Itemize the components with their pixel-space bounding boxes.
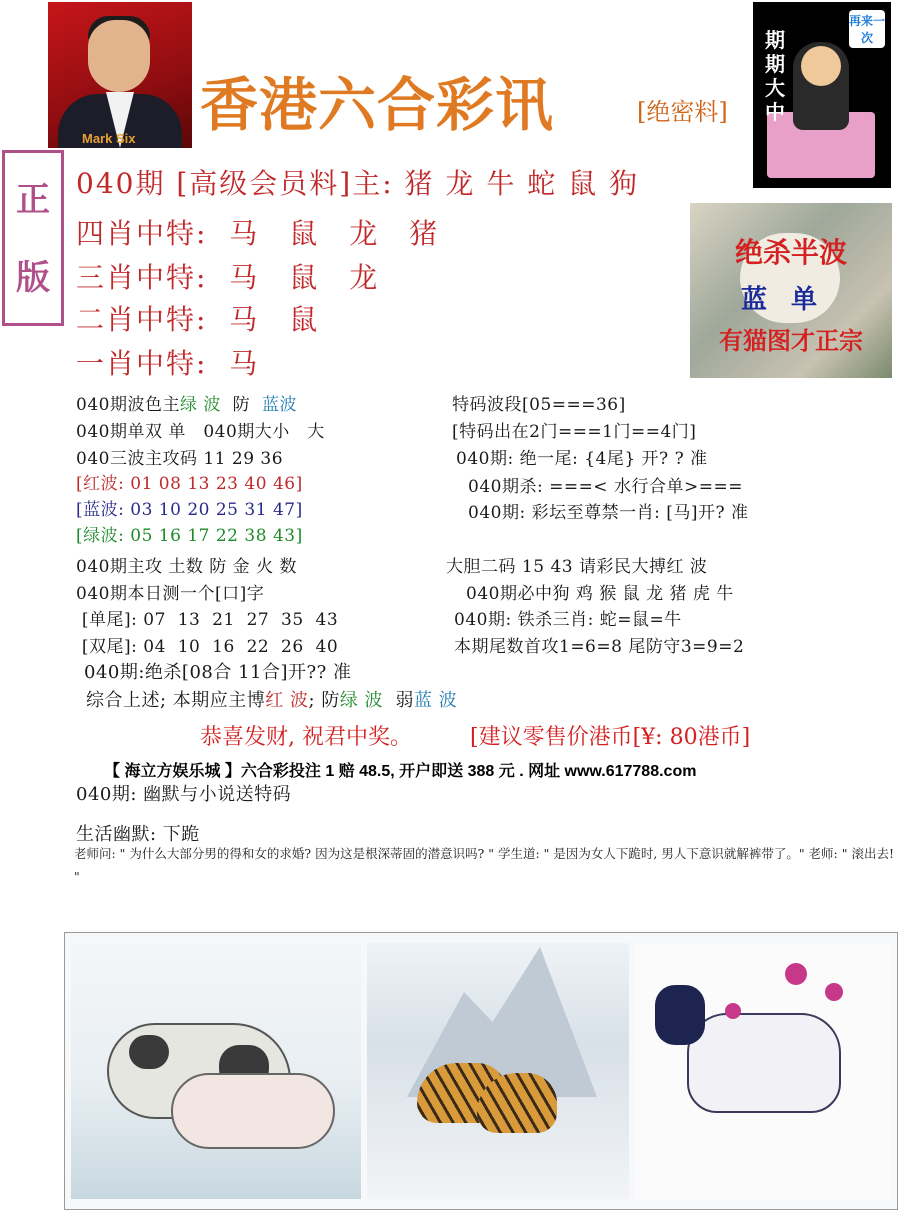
wave-def: 蓝波 <box>261 395 297 415</box>
congrats-text: 恭喜发财, 祝君中奖。 <box>200 725 412 750</box>
page-title: 香港六合彩讯 <box>200 71 555 139</box>
cat-line3: 有猫图才正宗 <box>719 326 863 355</box>
cat-picture-box <box>690 203 892 378</box>
wave-mid: 防 <box>220 395 262 415</box>
four-label: 四肖中特: <box>76 217 208 250</box>
wave-pre: 040期波色主 <box>76 395 180 415</box>
summary-def: 绿 波 <box>339 690 384 711</box>
summary-main: 红 波 <box>265 690 309 711</box>
attack-line: 040三波主攻码 11 29 36 <box>76 449 284 469</box>
char-test-line: 040期本日测一个[口]字 <box>76 584 265 604</box>
summary-line <box>86 686 457 712</box>
wave-main: 绿 波 <box>179 395 221 415</box>
range-line: 特码波段[05===36] <box>452 395 626 415</box>
two-zodiac-row <box>76 298 319 338</box>
wave-color-line <box>76 390 297 415</box>
red-wave-line: [红波: 01 08 13 23 40 46] <box>76 474 303 494</box>
humor-title: 040期: 幽默与小说送特码 <box>76 784 292 805</box>
two-label: 二肖中特: <box>76 303 208 336</box>
door-line: [特码出在2门===1门==4门] <box>452 422 697 442</box>
one-zodiac-row <box>76 342 259 382</box>
page-subtitle: [绝密料] <box>637 98 728 126</box>
price-text: [建议零售价港币[¥: 80港币] <box>470 725 751 750</box>
stamp-bottom: 版 <box>16 258 50 298</box>
green-wave-line: [绿波: 05 16 17 22 38 43] <box>76 526 303 546</box>
blue-wave-line: [蓝波: 03 10 20 25 31 47] <box>76 500 303 520</box>
double-tail-line: [双尾]: 04 10 16 22 26 40 <box>76 637 339 657</box>
life-title: 生活幽默: 下跪 <box>76 824 200 845</box>
tail-line: 040期: 绝一尾: {4尾} 开? ? 准 <box>456 449 708 469</box>
zodiac-paintings <box>64 932 898 1210</box>
bold-two-line: 大胆二码 15 43 请彩民大搏红 波 <box>446 557 708 577</box>
kill-line: 040期:绝杀[08合 11合]开?? 准 <box>84 662 352 683</box>
mascot-caption: 期期大中 <box>765 28 785 124</box>
pig-painting <box>71 943 361 1199</box>
mark-six-logo: Mark Six <box>82 131 136 146</box>
mascot-photo <box>753 2 891 188</box>
forbid-line: 040期: 彩坛至尊禁一肖: [马]开? 准 <box>468 503 749 523</box>
summary-pre: 综合上述; 本期应主博 <box>86 690 266 711</box>
summary-weak: 蓝 波 <box>414 690 458 711</box>
genuine-stamp <box>2 150 64 326</box>
cat-line2: 蓝单 <box>740 285 841 315</box>
kill-combo-line: 040期杀: ===< 水行合单>=== <box>468 477 743 497</box>
joke-text: 老师问: " 为什么大部分男的得和女的求婚? 因为这是根深蒂固的潜意识吗? " 学生道: " 是因为女人下跪时, 男人下意识就解裤带了。" 老师: " 滚出去! " <box>74 846 894 884</box>
iron-kill-line: 040期: 铁杀三肖: 蛇=鼠=牛 <box>454 610 682 630</box>
three-values: 马 鼠 龙 <box>229 261 380 294</box>
mascot-badge: 再来一次 <box>849 10 885 48</box>
must-dog-line: 040期必中狗 鸡 猴 鼠 龙 猪 虎 牛 <box>466 584 734 604</box>
four-values: 马 鼠 龙 猪 <box>229 217 440 250</box>
summary-weak-pre: 弱 <box>383 690 415 711</box>
single-tail-line: [单尾]: 07 13 21 27 35 43 <box>76 610 339 630</box>
summary-mid: ; 防 <box>308 690 340 711</box>
one-values: 马 <box>229 347 260 380</box>
four-zodiac-row <box>76 212 439 252</box>
element-line: 040期主攻 土数 防 金 火 数 <box>76 557 297 577</box>
stamp-top: 正 <box>16 180 50 220</box>
two-values: 马 鼠 <box>229 303 320 336</box>
one-label: 一肖中特: <box>76 347 208 380</box>
cat-line1: 绝杀半波 <box>734 236 847 269</box>
tail-attack-line: 本期尾数首攻1=6=8 尾防守3=9=2 <box>454 637 745 657</box>
three-zodiac-row <box>76 256 379 296</box>
tiger-painting <box>367 943 629 1199</box>
three-label: 三肖中特: <box>76 261 208 294</box>
casino-ad: 【 海立方娱乐城 】六合彩投注 1 赔 48.5, 开户即送 388 元 . 网址 www.617788.com <box>104 763 697 780</box>
goat-painting <box>635 943 891 1199</box>
odd-even-line: 040期单双 单 040期大小 大 <box>76 422 325 442</box>
member-line: 040期 [高级会员料]主: 猪 龙 牛 蛇 鼠 狗 <box>76 167 640 200</box>
host-photo <box>48 2 192 148</box>
